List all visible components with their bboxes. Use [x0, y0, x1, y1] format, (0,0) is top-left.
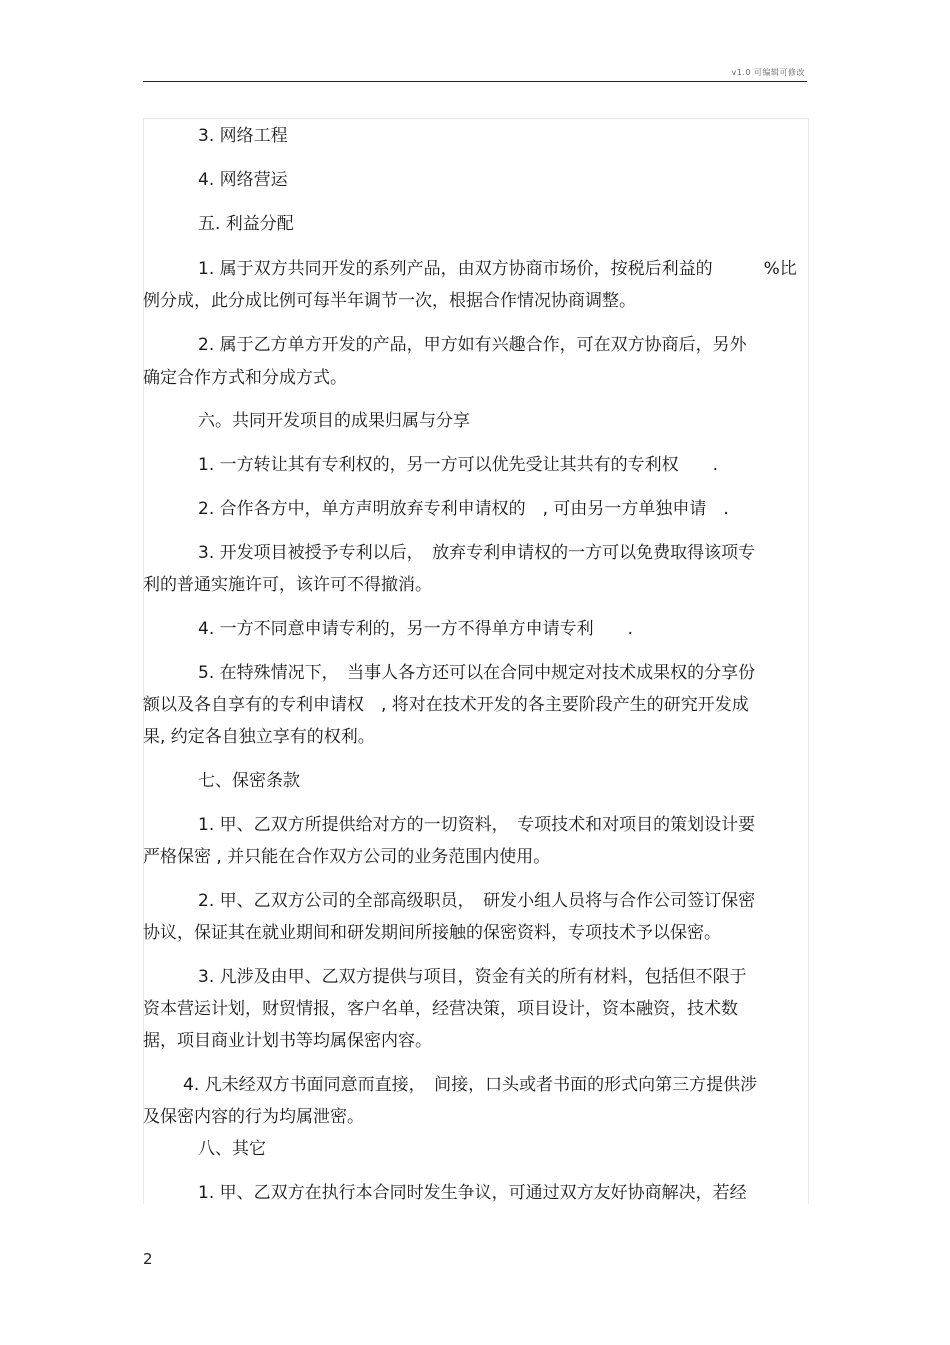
section-heading-ip-ownership: 六。共同开发项目的成果归属与分享 [198, 411, 470, 431]
paragraph-line: 5. 在特殊情况下， 当事人各方还可以在合同中规定对技术成果权的分享份 [198, 663, 756, 683]
paragraph-line: 严格保密 , 并只能在合作双方公司的业务范围内使用。 [143, 847, 551, 867]
paragraph-line: 1. 甲、乙双方在执行本合同时发生争议，可通过双方友好协商解决，若经 [198, 1183, 747, 1203]
paragraph-line: 2. 属于乙方单方开发的产品，甲方如有兴趣合作，可在双方协商后，另外 [198, 335, 747, 355]
paragraph-line: 4. 凡未经双方书面同意而直接， 间接，口头或者书面的形式向第三方提供涉 [183, 1075, 758, 1095]
paragraph-line: 4. 一方不同意申请专利的，另一方不得单方申请专利 . [198, 619, 634, 639]
paragraph-line: 确定合作方式和分成方式。 [143, 368, 347, 388]
paragraph-line: 2. 甲、乙双方公司的全部高级职员， 研发小组人员将与合作公司签订保密 [198, 891, 756, 911]
paragraph-line: 果, 约定各自独立享有的权利。 [143, 727, 375, 747]
paragraph-line: 1. 甲、乙双方所提供给对方的一切资料， 专项技术和对项目的策划设计要 [198, 815, 756, 835]
paragraph-line: 据，项目商业计划书等均属保密内容。 [143, 1031, 432, 1051]
paragraph-line: 资本营运计划，财贸情报，客户名单，经营决策，项目设计，资本融资，技术数 [143, 999, 738, 1019]
paragraph-line: 3. 开发项目被授予专利以后， 放弃专利申请权的一方可以免费取得该项专 [198, 543, 756, 563]
section-heading-profit-distribution: 五. 利益分配 [198, 214, 294, 234]
paragraph-line: 利的普通实施许可，该许可不得撤消。 [143, 575, 432, 595]
version-label: v1.0 可编辑可修改 [731, 68, 805, 77]
paragraph-line: 及保密内容的行为均属泄密。 [143, 1107, 364, 1127]
line-network-engineering: 3. 网络工程 [198, 126, 288, 146]
page-number: 2 [143, 1250, 153, 1268]
header-rule [143, 81, 807, 82]
line-network-operation: 4. 网络营运 [198, 170, 288, 190]
paragraph-line: 协议，保证其在就业期间和研发期间所接触的保密资料，专项技术予以保密。 [143, 923, 721, 943]
paragraph-line: 2. 合作各方中，单方声明放弃专利申请权的 , 可由另一方单独申请 . [198, 499, 729, 519]
paragraph-line: 1. 一方转让其有专利权的，另一方可以优先受让其共有的专利权 . [198, 455, 719, 475]
paragraph-line: 例分成，此分成比例可每半年调节一次，根据合作情况协商调整。 [143, 291, 636, 311]
section-heading-other: 八、其它 [198, 1139, 266, 1159]
paragraph-line: 1. 属于双方共同开发的系列产品，由双方协商市场价，按税后利益的 %比 [198, 259, 797, 279]
section-heading-confidentiality: 七、保密条款 [198, 771, 300, 791]
paragraph-line: 3. 凡涉及由甲、乙双方提供与项目，资金有关的所有材料，包括但不限于 [198, 967, 747, 987]
paragraph-line: 额以及各自享有的专利申请权 , 将对在技术开发的各主要阶段产生的研究开发成 [143, 695, 749, 715]
